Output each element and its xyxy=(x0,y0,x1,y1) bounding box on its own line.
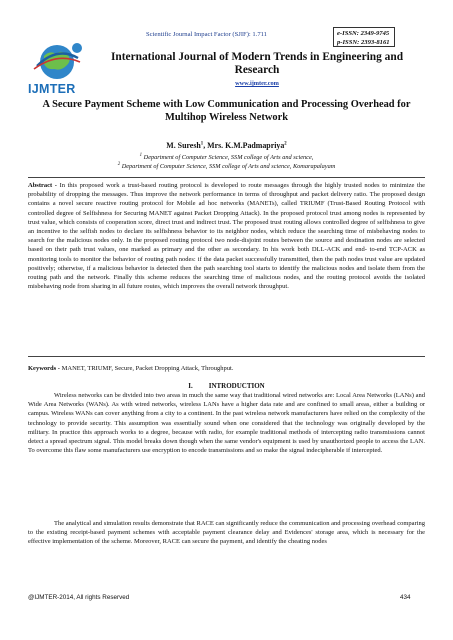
author-1-sup: 1 xyxy=(200,141,204,147)
abstract xyxy=(28,181,425,291)
journal-logo-icon xyxy=(28,36,86,86)
affiliation-1-text: Department of Computer Science, SSM college of Arts and science, xyxy=(143,154,314,161)
issn-box xyxy=(333,27,395,47)
keywords-text: MANET, TRIUMF, Secure, Packet Dropping Attack, Throughput. xyxy=(61,365,234,372)
pissn: p-ISSN: 2393-8161 xyxy=(337,39,390,46)
affiliation-2 xyxy=(30,163,423,170)
section-number: I. xyxy=(188,382,193,390)
section-title: INTRODUCTION xyxy=(208,382,265,390)
author-1: M. Suresh xyxy=(166,141,201,150)
eissn: e-ISSN: 2349-9745 xyxy=(337,30,390,37)
intro-paragraph-2: The analytical and simulation results demonstrate that RACE can significantly reduce the communication and processing overhead comparing to the existing receipt-based payment schemes with acceptable payment clearance delay and Evidences' storage area, which is necessary for the effective implementation of the scheme. Moreover, RACE can secure the payment, and identify the cheating nodes xyxy=(28,520,425,546)
intro-paragraph-1: Wireless networks can be divided into two areas in much the same way that traditional wired networks are: Local Area Networks (LANs) and Wide Area Networks (WANs). As with wired networks, wireless LANs have a higher data rate and are confined to small areas, either a building or campus. Wireless WANs can cover anything from a city to a continent. In the past wireless network manufacturers have relied on the complexity of the technology to provide security. This assumption was essentially sound when one considered that the technology was originally developed by the military. In practice this approach works to a degree, because with radio, for example traditional methods of intercepting radio transmissions cannot detect a spread spectrum signal. This model breaks down though when the same vendor's equipment is used by unauthorized people to access the LAN. To overcome this flaw some manufacturers use encryption to encode transmissions and so make the signal indecipherable if intercepted. xyxy=(28,392,425,455)
author-separator: , xyxy=(203,141,208,150)
authors xyxy=(30,141,423,150)
journal-website-link[interactable]: www.ijmter.com xyxy=(235,80,279,87)
impact-factor: Scientific Journal Impact Factor (SJIF): 1.711 xyxy=(146,31,267,38)
author-2-sup: 2 xyxy=(284,141,287,147)
affiliation-2-text: Department of Computer Science, SSM college of Arts and science, Komarapalayam xyxy=(121,163,336,170)
affiliation-1-sup: 1 xyxy=(139,152,143,158)
abstract-text: In this proposed work a trust-based routing protocol is developed to route messages through the highly trusted nodes to minimize the probability of dropping the messages. Thus improve the network performance in terms of throughput and packet delivery ratio. The proposed design contains a novel secure reactive routing protocol for Mobile ad hoc networks (MANETs), called TRIUMF (Trust-Based Routing Protocol with controlled degree of Selfishness for Securing MANET against Packet Dropping Attack). In the proposed protocol trust among nodes is represented by trust value, which consists of cooperation score, direct trust and indirect trust. The proposed trust routing allows controlled degree of selfishness to give an incentive to the selfish nodes to declare its selfishness behavior to its neighbor nodes, which reduce the searching time of misbehaving nodes to search for the malicious nodes only. In the proposed routing protocol two node-disjoint routes between the source and destination nodes are selected based on their path trust values, one marked as primary and the other as secondary. In his work both DLL-ACK and end- to-end TCP-ACK as monitoring tools to monitor the behavior of routing path nodes: if the data packet successfully transmitted, then the path nodes trust value are updated positively; otherwise, if a malicious behavior is detected then the path searching tool starts to identify the malicious nodes and isolate them from the routing path and the network. Finally this scheme reduces the searching time of malicious nodes, and the routing protocol avoids the isolated misbehaving node from sharing in all future routes, which improves the overall network throughput. xyxy=(28,182,425,291)
abstract-label: Abstract - xyxy=(28,182,60,189)
divider-top xyxy=(28,177,425,178)
paper-title: A Secure Payment Scheme with Low Communication and Processing Overhead for Multihop Wireless Network xyxy=(42,99,411,123)
affiliation-1 xyxy=(30,154,423,161)
keywords xyxy=(28,364,425,373)
footer-copyright: @IJMTER-2014, All rights Reserved xyxy=(28,594,130,601)
keywords-label: Keywords - xyxy=(28,365,62,372)
journal-name: International Journal of Modern Trends in Engineering and Research xyxy=(110,51,404,76)
section-heading xyxy=(28,382,425,390)
affiliation-2-sup: 2 xyxy=(117,161,121,167)
author-2: Mrs. K.M.Padmapriya xyxy=(207,141,285,150)
divider-bottom xyxy=(28,356,425,357)
page-number: 434 xyxy=(400,594,411,601)
logo-text: IJMTER xyxy=(28,82,76,96)
